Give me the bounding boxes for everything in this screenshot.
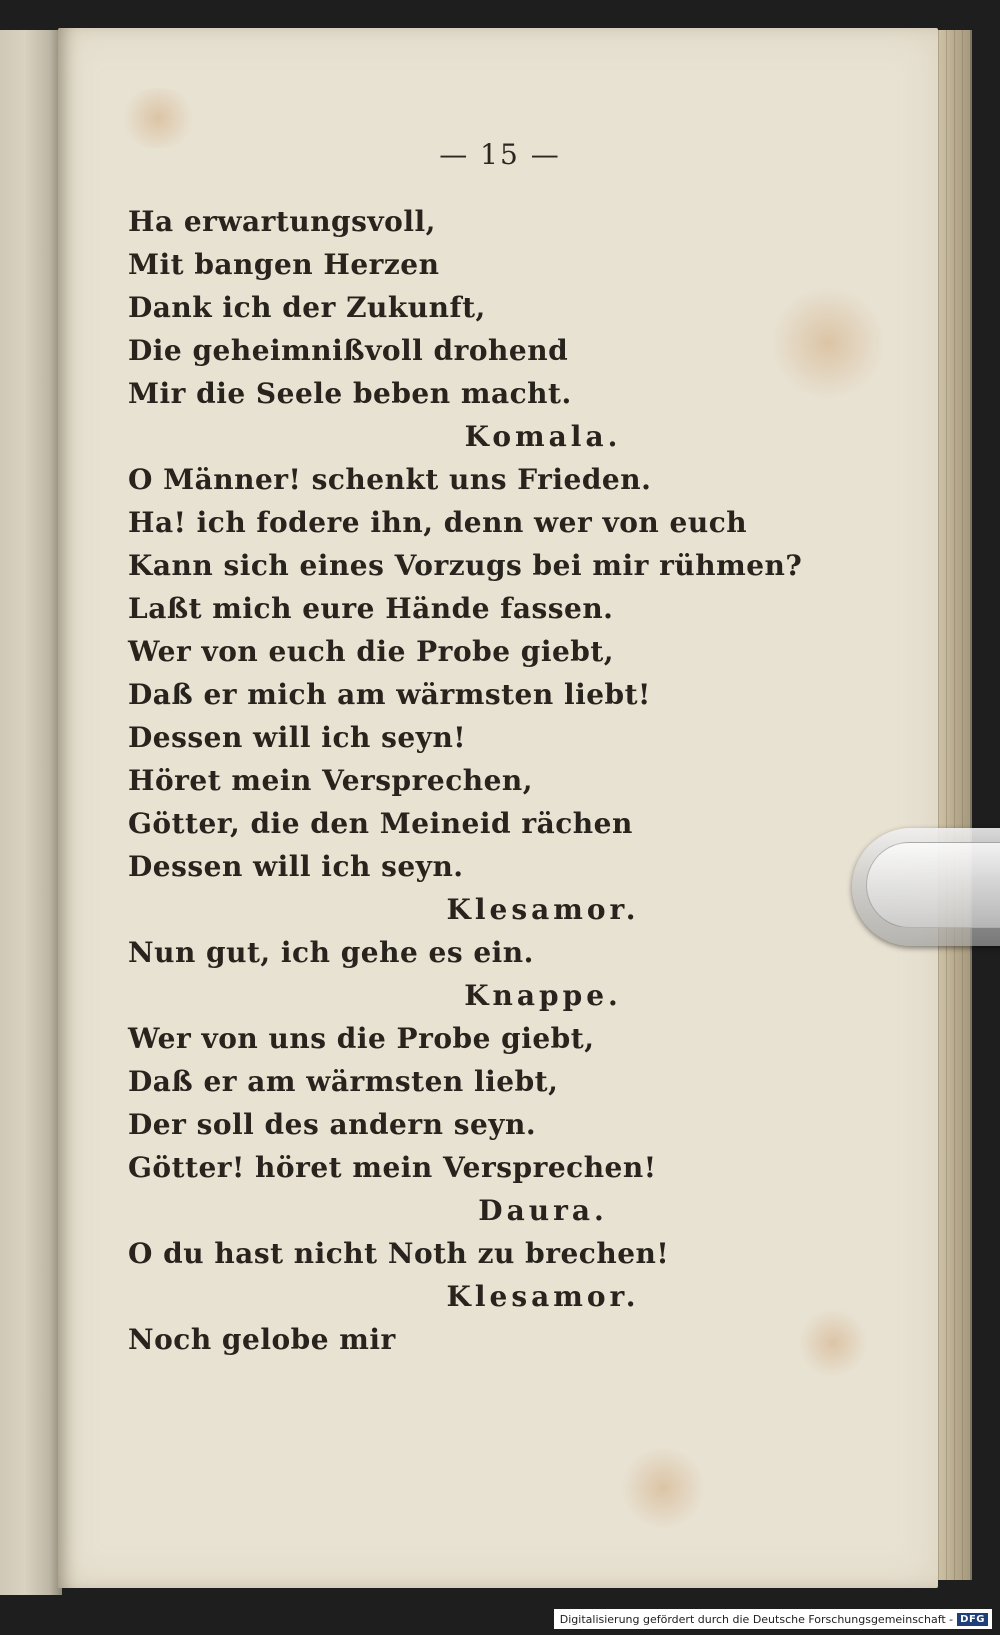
verse-line: Mit bangen Herzen <box>128 248 440 281</box>
paper-stain <box>618 1448 708 1528</box>
page-number: — 15 — <box>439 138 561 171</box>
verse-line: Höret mein Versprechen, <box>128 764 534 797</box>
page-edge-line <box>946 30 947 1580</box>
paper-stain <box>798 1308 868 1378</box>
verse-line: Noch gelobe mir <box>128 1323 396 1356</box>
verse-line: Wer von euch die Probe giebt, <box>128 635 615 668</box>
credit-text: Digitalisierung gefördert durch die Deutsche Forschungsgemeinschaft - <box>559 1612 954 1626</box>
verse-line: Der soll des andern seyn. <box>128 1108 537 1141</box>
verse-line: Mir die Seele beben macht. <box>128 377 572 410</box>
verse-line: Dank ich der Zukunft, <box>128 291 486 324</box>
speaker-name: Daura. <box>478 1194 608 1227</box>
verse-line: Kann sich eines Vorzugs bei mir rühmen? <box>128 549 803 582</box>
verse-line: Die geheimnißvoll drohend <box>128 334 569 367</box>
digitization-credit <box>554 1609 992 1629</box>
verse-line: Wer von uns die Probe giebt, <box>128 1022 595 1055</box>
speaker-name: Klesamor. <box>446 1280 640 1313</box>
verse-line: Dessen will ich seyn. <box>128 850 464 883</box>
verse-line: Götter, die den Meineid rächen <box>128 807 633 840</box>
verse-line: O du hast nicht Noth zu brechen! <box>128 1237 670 1270</box>
speaker-name: Klesamor. <box>446 893 640 926</box>
verse-line: Ha erwartungsvoll, <box>128 205 436 238</box>
verse-line: Nun gut, ich gehe es ein. <box>128 936 534 969</box>
poem-text <box>128 200 803 1361</box>
facing-page-edge <box>0 30 62 1595</box>
page-clip <box>852 828 1000 946</box>
page-clip-highlight <box>866 842 1000 928</box>
paper-stain <box>118 88 198 148</box>
speaker-name: Knappe. <box>464 979 622 1012</box>
dfg-logo-icon: DFG <box>957 1613 988 1626</box>
paper-stain <box>768 288 888 398</box>
speaker-name: Komala. <box>464 420 622 453</box>
verse-line: Dessen will ich seyn! <box>128 721 467 754</box>
page-edge-line <box>962 30 963 1580</box>
page-edge-line <box>938 30 939 1580</box>
verse-line: Daß er am wärmsten liebt, <box>128 1065 559 1098</box>
verse-line: Ha! ich fodere ihn, denn wer von euch <box>128 506 748 539</box>
page-edge-line <box>954 30 955 1580</box>
verse-line: Laßt mich eure Hände fassen. <box>128 592 614 625</box>
verse-line: Daß er mich am wärmsten liebt! <box>128 678 651 711</box>
verse-line: Götter! höret mein Versprechen! <box>128 1151 657 1184</box>
verse-line: O Männer! schenkt uns Frieden. <box>128 463 652 496</box>
